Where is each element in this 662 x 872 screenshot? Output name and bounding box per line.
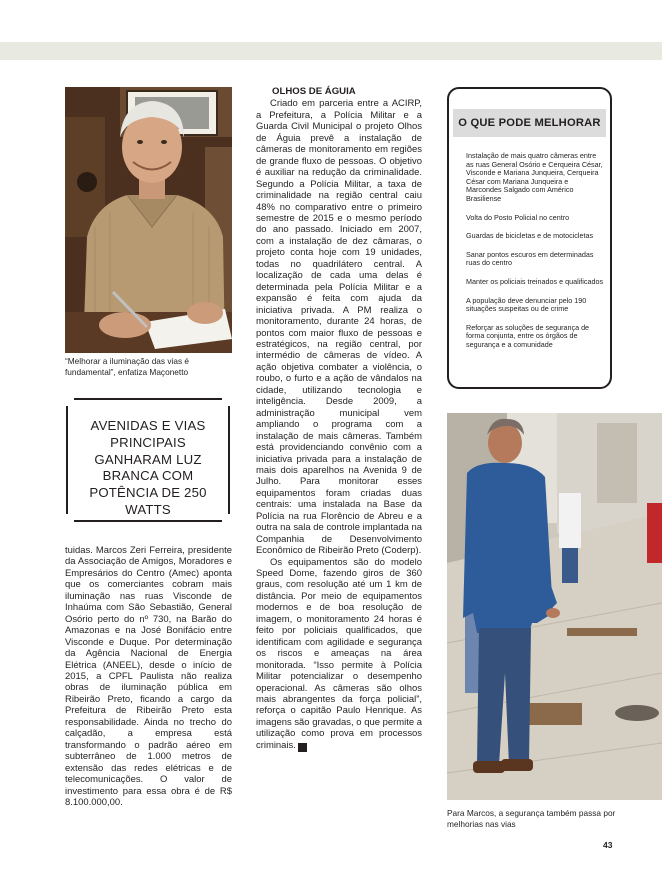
sidebar-item: Instalação de mais quatro câmeras entre as ruas General Osório e Cerqueira César, Visconde e Mariana Junqueira, Cerqueira César com Mariana Junqueira e Marcondes Salgado com Américo Brasiliense — [466, 151, 603, 203]
portrait-photo-maconetto — [65, 87, 232, 353]
photo1-caption: “Melhorar a iluminação das vias é fundamental”, enfatiza Maçonetto — [65, 356, 190, 377]
sidebar-item: A população deve denunciar pelo 190 situações suspeitas ou de crime — [466, 295, 587, 314]
pull-quote-text: AVENIDAS E VIAS PRINCIPAIS GANHARAM LUZ BRANCA COM POTÊNCIA DE 250 WATTS — [89, 418, 207, 517]
column-2-paragraph-1: Criado em parceria entre a ACIRP, a Prefeitura, a Polícia Militar e a Guarda Civil Municipal o projeto Olhos de Águia prevê a instalação de câmeras de monitoramento em regiões de grande fluxo de pessoas. O objetivo é auxiliar na redução da criminalidade. Segundo a Polícia Militar, a taxa de criminalidade na região central caiu 48% no comparativo entre o primeiro semestre de 2015 e o mesmo período do ano passado. Iniciado em 2007, com a instalação de dez câmaras, o projeto conta hoje com 19 unidades, todas no quadrilátero central. A localização de cada uma delas é determinada pela Polícia Militar e a expansão é feita com ajuda da iniciativa privada. A PM realiza o monitoramento, durante 24 horas, de pontos com maior fluxo de pessoas e estratégicos, na região central, por intermédio de câmeras de vídeo. A ação objetiva combater a violência, o roubo, o furto e a ação de vândalos na cidade, utilizando tecnologia e inteligência. Desde 2009, a administração municipal vem ampliando o programa com a instalação de mais câmeras. Também está providenciando convênio com a iniciativa privada para a instalação de mais dois aparelhos na Avenida 9 de Julho. Para monitorar esses equipamentos foram criadas duas centrais: uma instalada na Base da Polícia na rua Florêncio de Abreu e a outra na sala de controle implantada na Companhia de Desenvolvimento Econômico de Ribeirão Preto (Coderp). — [256, 98, 422, 557]
sidebar-title: O QUE PODE MELHORAR — [453, 109, 606, 137]
street-illustration — [447, 413, 662, 800]
sidebar-box — [447, 87, 612, 389]
end-mark-icon: T — [298, 743, 307, 752]
column-2-text — [256, 86, 422, 752]
column-1-text — [65, 545, 232, 808]
street-photo-marcos — [447, 413, 662, 800]
column-1-paragraph: tuidas. Marcos Zeri Ferreira, presidente da Associação de Amigos, Moradores e Empresários do Centro (Amec) aponta que os comerciantes cobram mais iluminação nas ruas Visconde de Inhaúma com São Sebastião, General Osório perto do nº 730, na Barão do Amazonas e na José Bonifácio entre Visconde e Duque. Por determinação da Agência Nacional de Energia Elétrica (ANEEL), desde o início de 2015, a CPFL Paulista não realiza obras de iluminação pública em Ribeirão Preto, ficando a cargo da Prefeitura de Ribeirão Preto esta responsabilidade. Ainda no trecho do calçadão, a empresa está transformando o padrão aéreo em subterrâneo de 1.000 metros de extensão das redes elétricas e de telecomunicações. O valor de investimento para essa obra é de R$ 8.100.000,00. — [65, 545, 232, 808]
sidebar-item: Guardas de bicicletas e de motocicletas — [466, 231, 594, 241]
column-2-paragraph-2 — [256, 557, 422, 752]
section-heading: OLHOS DE ÁGUIA — [272, 86, 356, 97]
photo2-caption: Para Marcos, a segurança também passa por melhorias nas vias — [447, 808, 616, 829]
sidebar-item: Volta do Posto Policial no centro — [466, 212, 570, 222]
page-number: 43 — [603, 840, 613, 850]
corner-notch — [222, 396, 232, 406]
sidebar-item: Manter os policiais treinados e qualificados — [466, 276, 604, 286]
column-2-paragraph-2-text: Os equipamentos são do modelo Speed Dome, fazendo giros de 360 graus, com resolução até um 1 km de distância. Por meio de equipamentos modernos e de boa resolução de imagem, o monitoramento 24 horas é feito por policiais qualificados, que identificam com agilidade e segurança os riscos e ameaças na área monitorada. “Isso permite à Polícia Militar potencializar o desempenho operacional. As câmeras são olhos mais abrangentes da força policial”, reforça o capitão Paulo Henrique. As imagens são gravadas, o que permite a utilização como prova em processos criminais. — [256, 556, 422, 751]
portrait-illustration — [65, 87, 232, 353]
top-band — [0, 42, 662, 60]
sidebar-item: Sanar pontos escuros em determinadas ruas do centro — [466, 249, 594, 268]
sidebar-item: Reforçar as soluções de segurança de forma conjunta, entre os órgãos de segurança e a comunidade — [466, 322, 590, 349]
pull-quote-box — [66, 398, 230, 522]
corner-notch — [64, 396, 74, 406]
sidebar-list — [466, 152, 604, 360]
